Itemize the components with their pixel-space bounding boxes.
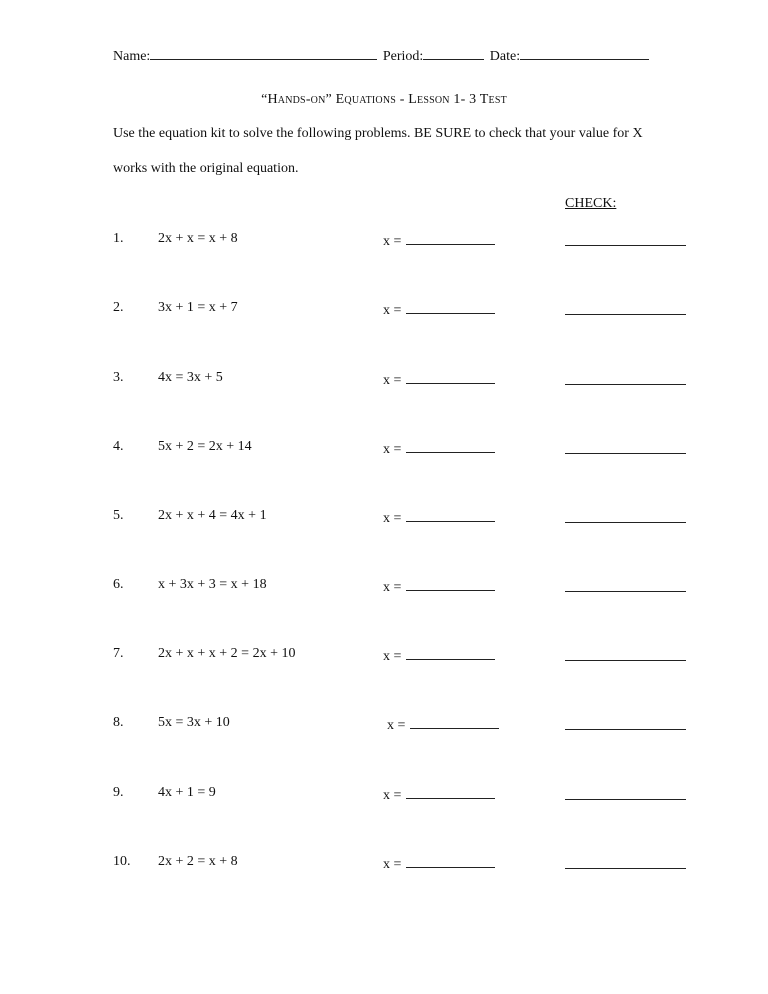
period-field[interactable] <box>423 46 484 60</box>
check-heading: CHECK: <box>565 196 617 211</box>
problem-equation: 2x + 2 = x + 8 <box>158 854 238 869</box>
date-label: Date: <box>489 49 521 64</box>
answer-group <box>383 231 495 250</box>
problem-equation: 5x = 3x + 10 <box>158 715 230 730</box>
answer-label: x = <box>383 649 402 664</box>
problem-number: 10. <box>113 854 131 869</box>
problem-number: 4. <box>113 439 124 454</box>
problem-equation: 2x + x + 4 = 4x + 1 <box>158 508 267 523</box>
answer-blank[interactable] <box>406 785 495 799</box>
instructions-line-1: Use the equation kit to solve the following problems. BE SURE to check that your value for X <box>113 126 643 141</box>
name-label: Name: <box>113 49 151 64</box>
problem-number: 6. <box>113 577 124 592</box>
instructions-line-2: works with the original equation. <box>113 161 299 176</box>
answer-label: x = <box>383 857 402 872</box>
answer-group <box>383 508 495 527</box>
answer-group <box>383 370 495 389</box>
check-blank[interactable] <box>565 785 686 800</box>
problem-number: 3. <box>113 370 124 385</box>
problem-equation: 3x + 1 = x + 7 <box>158 300 238 315</box>
answer-blank[interactable] <box>406 370 495 384</box>
check-blank[interactable] <box>565 646 686 661</box>
problem-equation: x + 3x + 3 = x + 18 <box>158 577 267 592</box>
answer-label: x = <box>383 511 402 526</box>
answer-blank[interactable] <box>406 439 495 453</box>
answer-group <box>383 300 495 319</box>
problem-number: 9. <box>113 785 124 800</box>
answer-group <box>383 646 495 665</box>
title-quote-open: “ <box>261 92 268 107</box>
problem-number: 7. <box>113 646 124 661</box>
check-blank[interactable] <box>565 370 686 385</box>
header-row <box>113 46 649 65</box>
problem-number: 2. <box>113 300 124 315</box>
title-quote-close: ” <box>325 92 332 107</box>
problem-number: 5. <box>113 508 124 523</box>
answer-blank[interactable] <box>410 715 499 729</box>
answer-blank[interactable] <box>406 300 495 314</box>
date-field[interactable] <box>520 46 649 60</box>
problem-equation: 2x + x = x + 8 <box>158 231 238 246</box>
check-blank[interactable] <box>565 715 686 730</box>
problem-equation: 2x + x + x + 2 = 2x + 10 <box>158 646 296 661</box>
answer-group <box>383 854 495 873</box>
answer-group <box>387 715 499 734</box>
answer-blank[interactable] <box>406 577 495 591</box>
problem-equation: 5x + 2 = 2x + 14 <box>158 439 252 454</box>
answer-blank[interactable] <box>406 508 495 522</box>
check-blank[interactable] <box>565 439 686 454</box>
problem-equation: 4x = 3x + 5 <box>158 370 223 385</box>
check-blank[interactable] <box>565 854 686 869</box>
name-field[interactable] <box>150 46 377 60</box>
answer-label: x = <box>383 788 402 803</box>
check-blank[interactable] <box>565 300 686 315</box>
answer-label: x = <box>383 373 402 388</box>
answer-label: x = <box>383 580 402 595</box>
answer-label: x = <box>387 718 406 733</box>
problem-number: 8. <box>113 715 124 730</box>
answer-label: x = <box>383 442 402 457</box>
problem-equation: 4x + 1 = 9 <box>158 785 216 800</box>
problem-number: 1. <box>113 231 124 246</box>
check-blank[interactable] <box>565 231 686 246</box>
answer-group <box>383 439 495 458</box>
answer-group <box>383 577 495 596</box>
answer-blank[interactable] <box>406 854 495 868</box>
title-part1: Hands-on <box>267 92 326 107</box>
answer-blank[interactable] <box>406 231 495 245</box>
answer-group <box>383 785 495 804</box>
period-label: Period: <box>382 49 424 64</box>
answer-label: x = <box>383 303 402 318</box>
check-blank[interactable] <box>565 577 686 592</box>
answer-blank[interactable] <box>406 646 495 660</box>
title-part2: Equations - Lesson 1- 3 Test <box>335 92 507 107</box>
page-title <box>0 92 768 108</box>
answer-label: x = <box>383 234 402 249</box>
check-blank[interactable] <box>565 508 686 523</box>
